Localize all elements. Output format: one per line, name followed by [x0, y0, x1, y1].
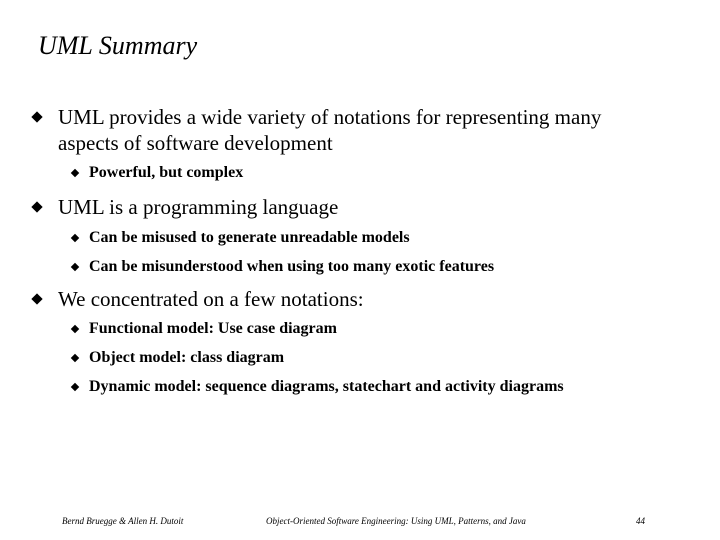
bullet-1-text: UML provides a wide variety of notations for representing many aspects of software development — [58, 105, 602, 155]
bullet-2-text: UML is a programming language — [58, 195, 339, 219]
diamond-sub-bullet-icon — [71, 169, 79, 177]
sub-bullet-3-1 — [89, 318, 649, 340]
sub-bullet-3-3-text: Dynamic model: sequence diagrams, statechart and activity diagrams — [89, 378, 564, 395]
sub-bullet-3-2 — [89, 347, 649, 369]
sub-bullet-2-2-text: Can be misunderstood when using too many exotic features — [89, 258, 495, 275]
sub-bullet-1-1 — [89, 162, 649, 184]
diamond-sub-bullet-icon — [71, 354, 79, 362]
bullet-3-text: We concentrated on a few notations: — [58, 287, 364, 311]
diamond-sub-bullet-icon — [71, 325, 79, 333]
diamond-sub-bullet-icon — [71, 383, 79, 391]
sub-bullet-1-1-text: Powerful, but complex — [89, 164, 244, 181]
footer-page-number: 44 — [636, 516, 645, 526]
diamond-sub-bullet-icon — [71, 234, 79, 242]
footer-authors: Bernd Bruegge & Allen H. Dutoit — [62, 516, 184, 526]
diamond-bullet-icon — [31, 111, 42, 122]
sub-bullet-2-2 — [89, 256, 649, 278]
diamond-bullet-icon — [31, 201, 42, 212]
sub-bullet-3-3 — [89, 376, 649, 398]
sub-bullet-3-1-text: Functional model: Use case diagram — [89, 320, 337, 337]
footer-book-title: Object-Oriented Software Engineering: Using UML, Patterns, and Java — [266, 516, 526, 526]
diamond-sub-bullet-icon — [71, 263, 79, 271]
bullet-1 — [58, 104, 658, 156]
sub-bullet-2-1-text: Can be misused to generate unreadable models — [89, 229, 410, 246]
bullet-2 — [58, 194, 658, 220]
slide-title: UML Summary — [38, 31, 198, 60]
bullet-3 — [58, 286, 658, 312]
sub-bullet-2-1 — [89, 227, 649, 249]
diamond-bullet-icon — [31, 293, 42, 304]
sub-bullet-3-2-text: Object model: class diagram — [89, 349, 285, 366]
